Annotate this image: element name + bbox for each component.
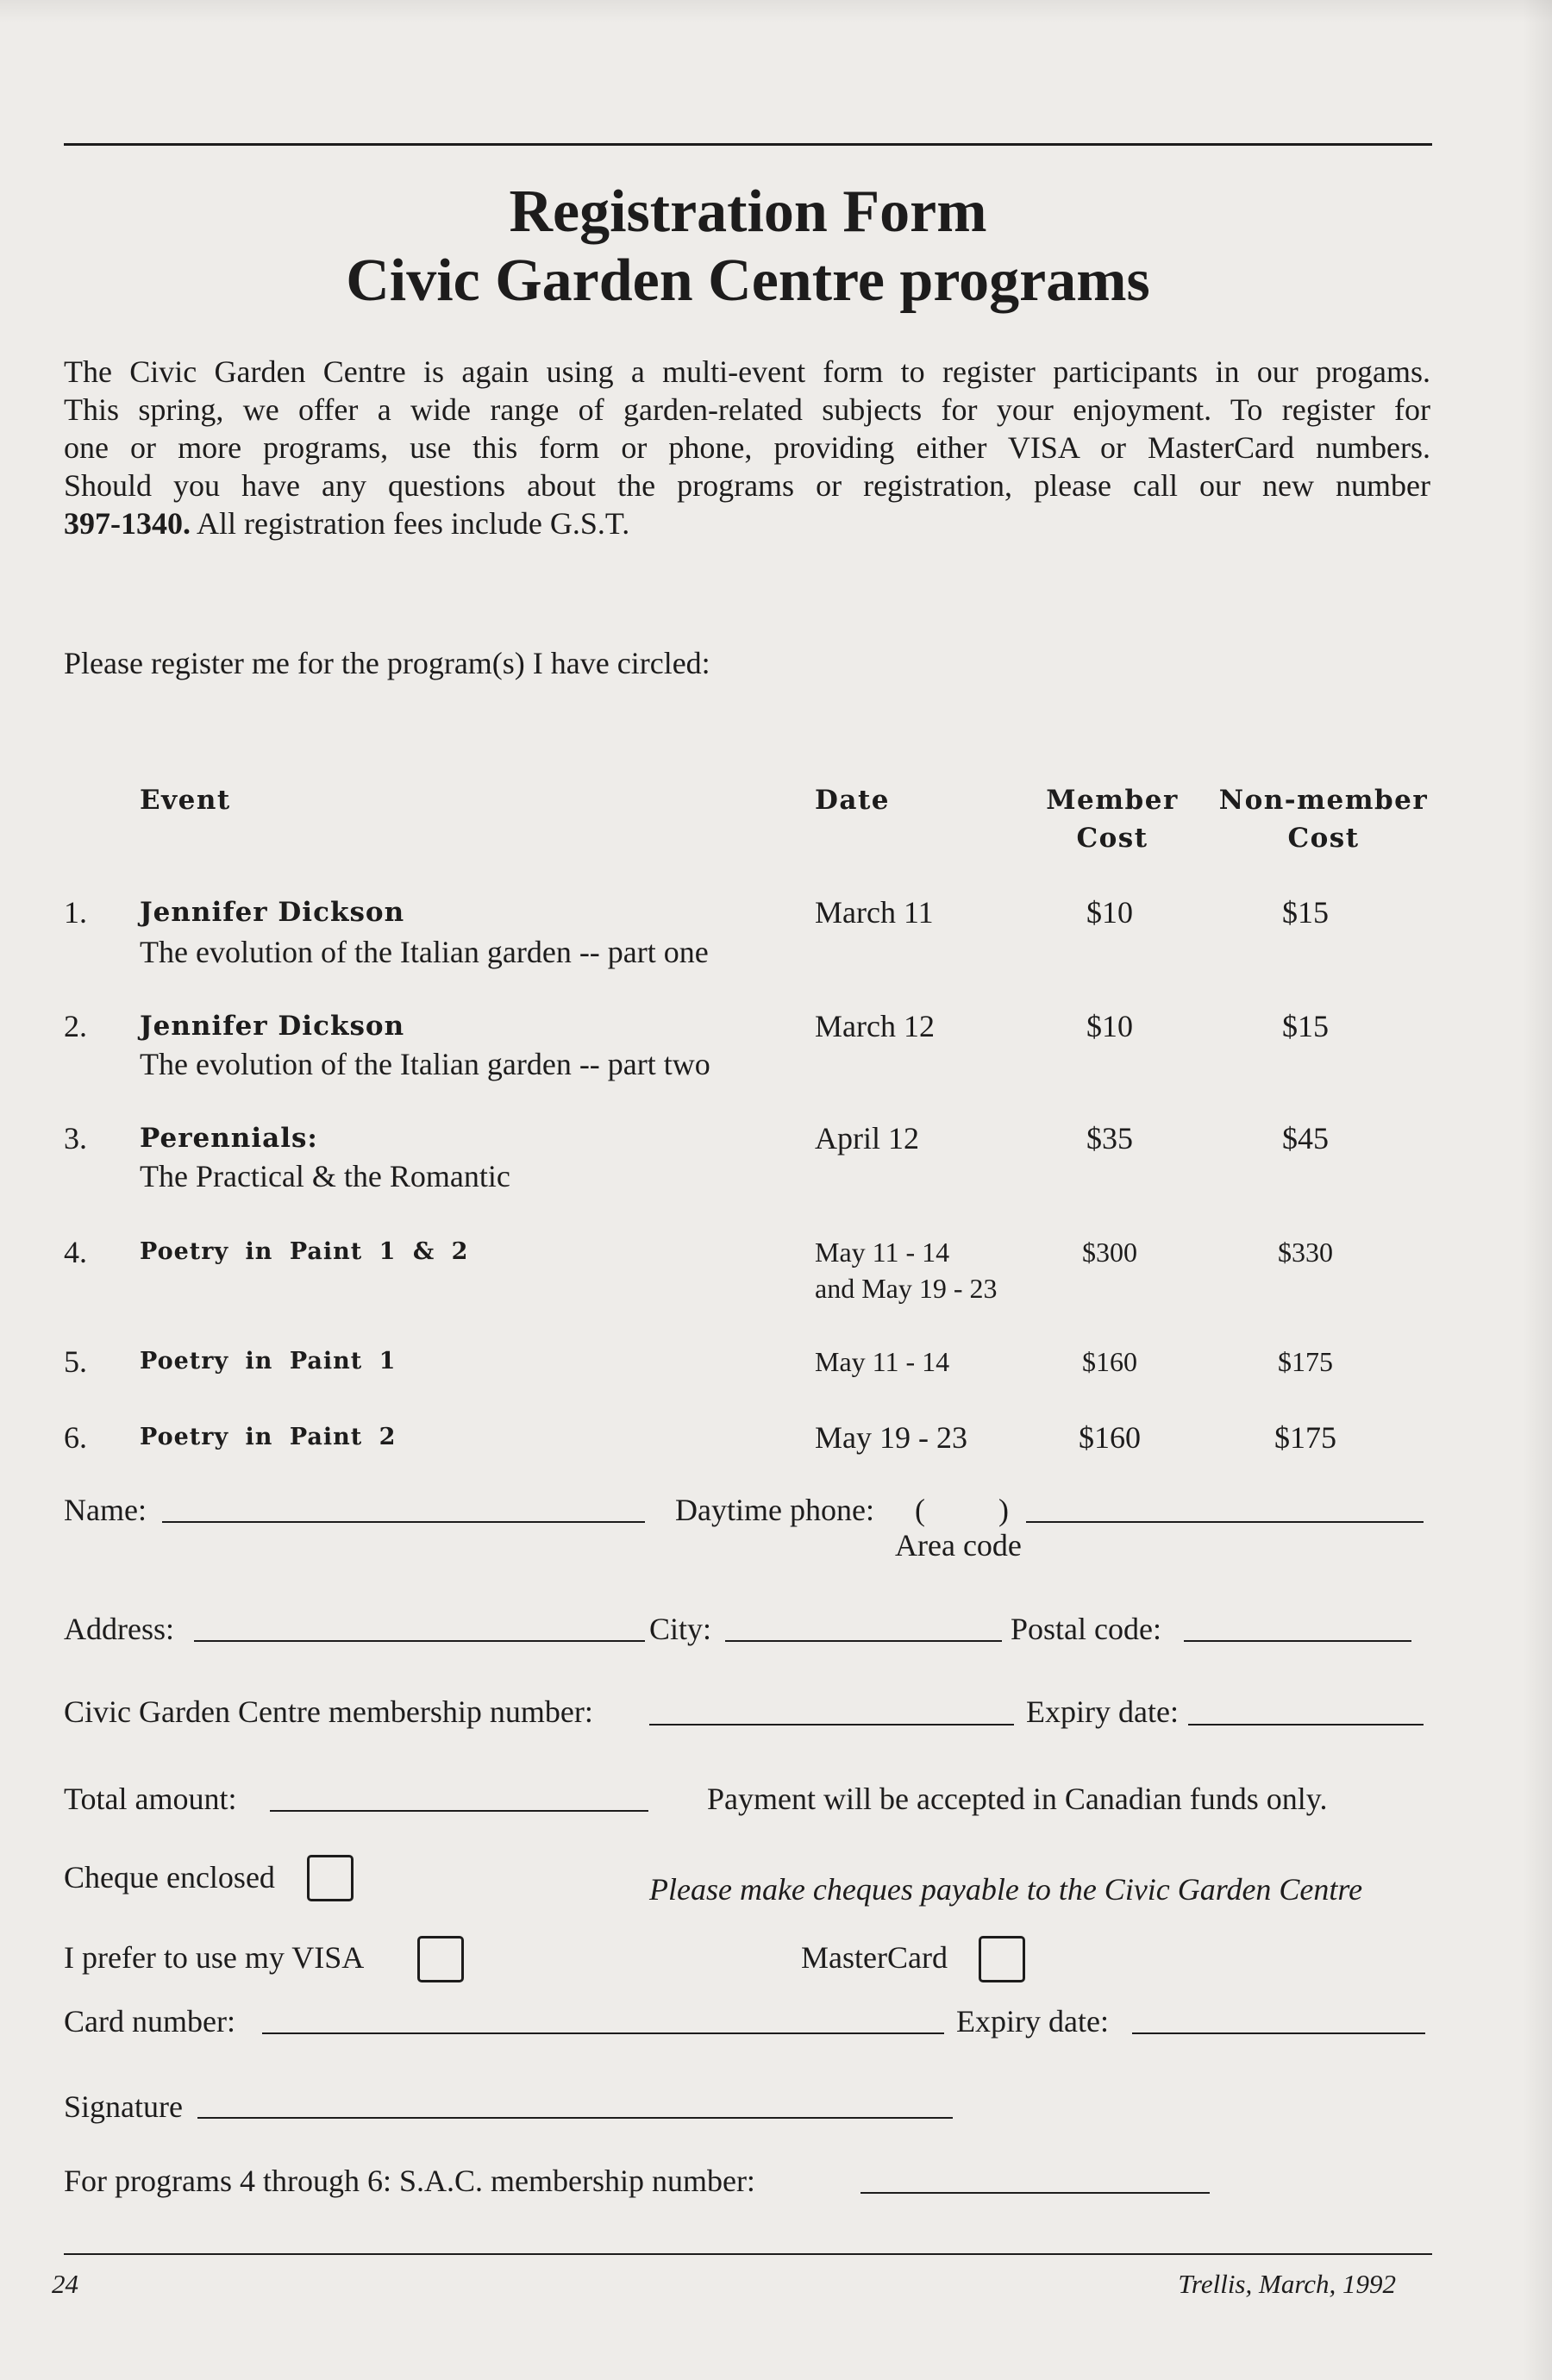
signature-label: Signature: [64, 2089, 183, 2124]
area-code-close-paren: ): [998, 1493, 1009, 1527]
row-number: 2.: [64, 1009, 87, 1043]
member-cost: $300: [1082, 1237, 1137, 1268]
intro-final-sentence: All registration fees include G.S.T.: [191, 506, 630, 541]
event-date: May 19 - 23: [815, 1420, 967, 1455]
row-number: 1.: [64, 895, 87, 930]
header-member: Member: [1046, 785, 1179, 816]
nonmember-cost: $175: [1274, 1420, 1336, 1455]
card-number-label: Card number:: [64, 2004, 235, 2039]
event-subtitle: The Practical & the Romantic: [140, 1159, 510, 1193]
header-nonmember-cost: Cost: [1287, 823, 1360, 854]
intro-line: [64, 504, 1430, 542]
event-subtitle: The evolution of the Italian garden -- part two: [140, 1047, 710, 1081]
card-expiry-field: [1132, 2032, 1425, 2034]
signature-field: [197, 2117, 953, 2119]
member-cost: $10: [1086, 1009, 1133, 1043]
name-field: [162, 1521, 645, 1523]
event-name: Poetry in Paint 1: [140, 1348, 397, 1375]
cheque-enclosed-label: Cheque enclosed: [64, 1860, 275, 1895]
sac-membership-field: [860, 2192, 1210, 2194]
membership-number-label: Civic Garden Centre membership number:: [64, 1694, 593, 1729]
header-date: Date: [815, 785, 891, 816]
address-label: Address:: [64, 1612, 174, 1646]
paper-shadow-right: [1523, 0, 1552, 2380]
intro-line: one or more programs, use this form or phone, providing either VISA or MasterCard numbers.: [64, 430, 1430, 465]
event-date: March 11: [815, 895, 934, 930]
member-cost: $160: [1082, 1346, 1137, 1377]
city-label: City:: [649, 1612, 712, 1646]
cheque-payable-note: Please make cheques payable to the Civic Garden Centre: [649, 1872, 1363, 1907]
payment-note: Payment will be accepted in Canadian funds only.: [707, 1782, 1328, 1816]
event-name: Poetry in Paint 1 & 2: [140, 1238, 469, 1265]
mastercard-checkbox: [979, 1936, 1025, 1982]
intro-line: The Civic Garden Centre is again using a multi-event form to register participants in our progams.: [64, 354, 1430, 389]
area-code-label: Area code: [895, 1528, 1022, 1563]
member-cost: $10: [1086, 895, 1133, 930]
event-subtitle: The evolution of the Italian garden -- part one: [140, 935, 709, 969]
name-label: Name:: [64, 1493, 147, 1527]
row-number: 6.: [64, 1420, 87, 1455]
page-number: 24: [52, 2269, 78, 2299]
cheque-enclosed-checkbox: [307, 1855, 354, 1901]
member-cost: $35: [1086, 1121, 1133, 1156]
area-code-open-paren: (: [915, 1493, 925, 1527]
event-name: Jennifer Dickson: [140, 1011, 405, 1042]
daytime-phone-field: [1026, 1521, 1424, 1523]
row-number: 5.: [64, 1344, 87, 1379]
phone-number: 397-1340.: [64, 506, 191, 541]
event-date-extra: and May 19 - 23: [815, 1273, 998, 1304]
total-amount-label: Total amount:: [64, 1782, 237, 1816]
top-rule: [64, 143, 1432, 146]
nonmember-cost: $330: [1278, 1237, 1333, 1268]
instruction-text: Please register me for the program(s) I have circled:: [64, 646, 710, 680]
event-name: Jennifer Dickson: [140, 897, 405, 928]
visa-checkbox: [417, 1936, 464, 1982]
sac-membership-label: For programs 4 through 6: S.A.C. membership number:: [64, 2164, 755, 2198]
header-member-cost: Cost: [1076, 823, 1148, 854]
publication-credit: Trellis, March, 1992: [1178, 2269, 1396, 2299]
row-number: 4.: [64, 1235, 87, 1269]
paper-shadow-top: [0, 0, 1552, 22]
event-date: March 12: [815, 1009, 935, 1043]
membership-expiry-label: Expiry date:: [1026, 1694, 1179, 1729]
city-field: [725, 1640, 1002, 1642]
intro-line: Should you have any questions about the programs or registration, please call our new number: [64, 468, 1430, 503]
card-number-field: [262, 2032, 944, 2034]
event-name: Perennials:: [140, 1123, 318, 1154]
visa-label: I prefer to use my VISA: [64, 1940, 365, 1975]
form-title: Registration Form: [509, 178, 987, 245]
membership-number-field: [649, 1724, 1014, 1726]
member-cost: $160: [1079, 1420, 1141, 1455]
mastercard-label: MasterCard: [801, 1940, 948, 1975]
header-nonmember: Non-member: [1218, 785, 1429, 816]
intro-line: This spring, we offer a wide range of garden-related subjects for your enjoyment. To register for: [64, 392, 1430, 427]
nonmember-cost: $15: [1282, 1009, 1329, 1043]
event-date: May 11 - 14: [815, 1237, 950, 1268]
event-date: May 11 - 14: [815, 1346, 950, 1377]
nonmember-cost: $175: [1278, 1346, 1333, 1377]
postal-code-label: Postal code:: [1011, 1612, 1161, 1646]
nonmember-cost: $45: [1282, 1121, 1329, 1156]
form-subtitle: Civic Garden Centre programs: [346, 247, 1150, 314]
intro-paragraph: [64, 353, 1430, 542]
header-event: Event: [140, 785, 231, 816]
postal-code-field: [1184, 1640, 1411, 1642]
address-field: [194, 1640, 645, 1642]
daytime-phone-label: Daytime phone:: [675, 1493, 874, 1527]
total-amount-field: [270, 1810, 648, 1812]
row-number: 3.: [64, 1121, 87, 1156]
membership-expiry-field: [1188, 1724, 1424, 1726]
bottom-rule: [64, 2253, 1432, 2255]
card-expiry-label: Expiry date:: [956, 2004, 1109, 2039]
event-date: April 12: [815, 1121, 919, 1156]
event-name: Poetry in Paint 2: [140, 1424, 397, 1450]
nonmember-cost: $15: [1282, 895, 1329, 930]
